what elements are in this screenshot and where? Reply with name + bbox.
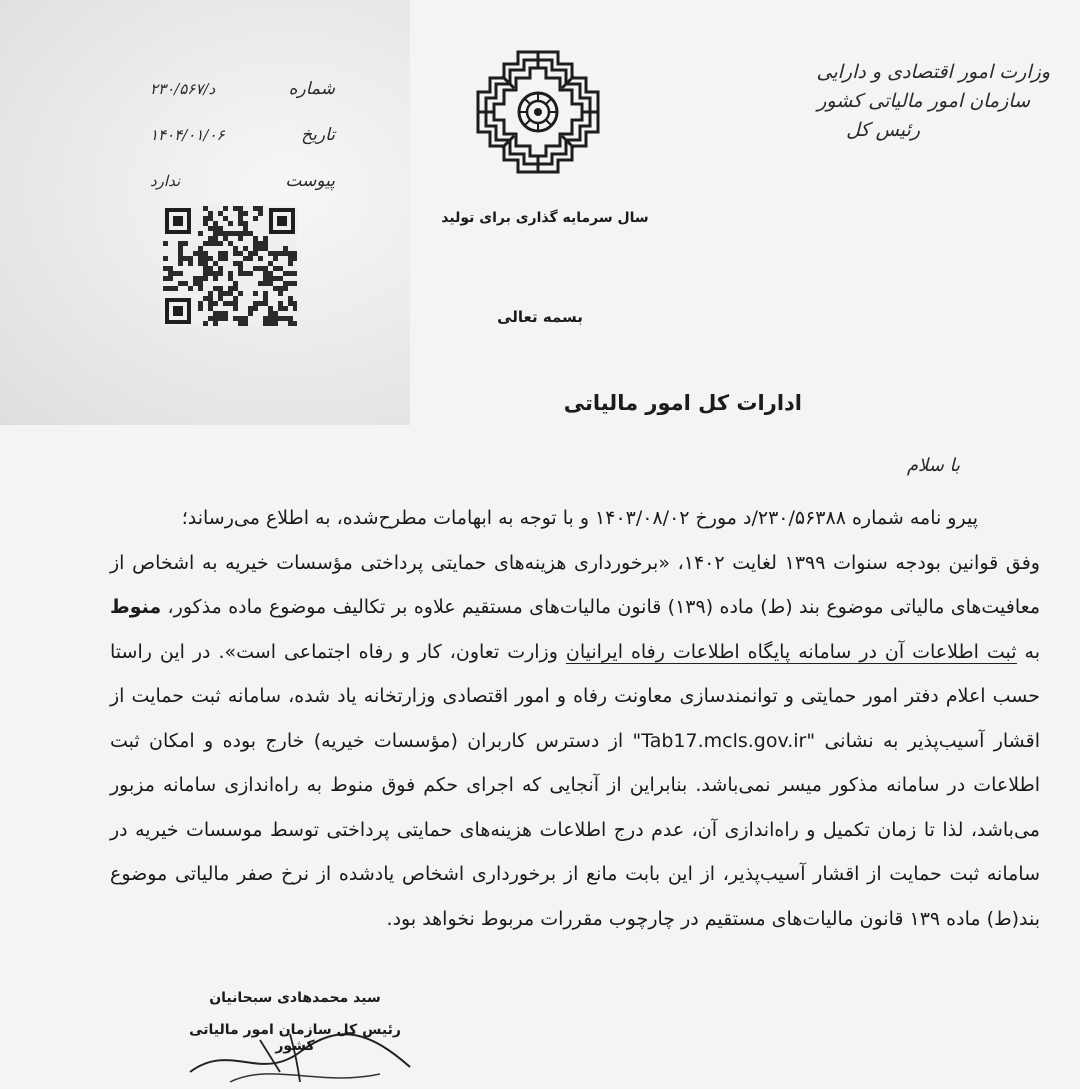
paragraph-emphasis: منوط — [110, 596, 162, 618]
year-slogan: سال سرمایه گذاری برای تولید — [441, 210, 649, 226]
paragraph-text-c: وزارت تعاون، کار و رفاه اجتماعی است». در این راستا حسب اعلام دفتر امور حمایتی و توانمندسازی معاونت رفاه و امور اقتصادی وزارتخانه یاد شده، سامانه ثبت حمایت از اقشار آسیب‌پذیر به نشانی "Tab17.mcls.gov.ir" از دسترس کاربران (مؤسسات خیریه) خارج بوده و امکان ثبت اطلاعات در سامانه مذکور میسر نمی‌باشد. بنابراین از آنجایی که اجرای حکم فوق منوط به راه‌اندازی سامانه مزبور می‌باشد، لذا تا زمان تکمیل و راه‌اندازی آن، عدم درج اطلاعات هزینه‌های حمایتی پرداختی توسط موسسات خیریه در سامانه ثبت حمایت از اقشار آسیب‌پذیر، از این بابت مانع از برخورداری اشخاص یادشده از نرخ صفر مالیاتی موضوع بند(ط) ماده ۱۳۹ قانون مالیات‌های مستقیم در چارچوب مقررات مربوط نخواهد بود. — [110, 640, 1040, 930]
intro-paragraph: پیرو نامه شماره ۲۳۰/۵۶۳۸۸/د مورخ ۱۴۰۳/۰۸/۰۲ و با توجه به ابهامات مطرح‌شده، به اطلاع می‌رساند؛ — [181, 507, 978, 529]
letter-body — [110, 496, 1040, 941]
attachment-row — [150, 158, 335, 204]
paragraph-text-a: وفق قوانین بودجه سنوات ۱۳۹۹ لغایت ۱۴۰۲، «برخورداری هزینه‌های حمایتی پرداختی مؤسسات خیریه به اشخاص از معافیت‌های مالیاتی موضوع بند (ط) ماده (۱۳۹) قانون مالیات‌های مستقیم علاوه بر تکالیف موضوع ماده مذکور، — [110, 551, 1041, 618]
qr-code — [163, 206, 297, 326]
addressee: ادارات کل امور مالیاتی — [563, 391, 802, 415]
attachment-label: پیوست — [285, 171, 335, 191]
number-row — [150, 66, 335, 112]
bismillah-heading: بسمه تعالی — [497, 308, 583, 326]
paragraph-text-b: به — [1016, 640, 1040, 663]
letter-date: ۱۴۰۴/۰۱/۰۶ — [150, 126, 225, 144]
letterhead-right — [750, 58, 1050, 145]
number-label: شماره — [288, 79, 335, 99]
date-row — [150, 112, 335, 158]
main-paragraph — [110, 541, 1040, 942]
signatory-name: سید محمدهادی سبحانیان — [209, 990, 381, 1006]
date-label: تاریخ — [301, 125, 335, 145]
emblem-logo — [474, 48, 602, 176]
letter-number: ۲۳۰/۵۶۷/د — [150, 80, 216, 98]
letter-meta — [150, 66, 335, 204]
signature-block — [175, 990, 415, 1054]
organization-name: سازمان امور مالیاتی کشور — [817, 90, 1030, 112]
attachment-value: ندارد — [150, 172, 181, 190]
signatory-title: رئیس کل سازمان امور مالیاتی کشور — [189, 1022, 401, 1054]
ministry-name: وزارت امور اقتصادی و دارایی — [816, 61, 1050, 83]
salutation: با سلام — [906, 455, 960, 476]
office-title: رئیس کل — [846, 119, 920, 141]
paragraph-underlined: ثبت اطلاعات آن در سامانه پایگاه اطلاعات رفاه ایرانیان — [565, 640, 1017, 663]
